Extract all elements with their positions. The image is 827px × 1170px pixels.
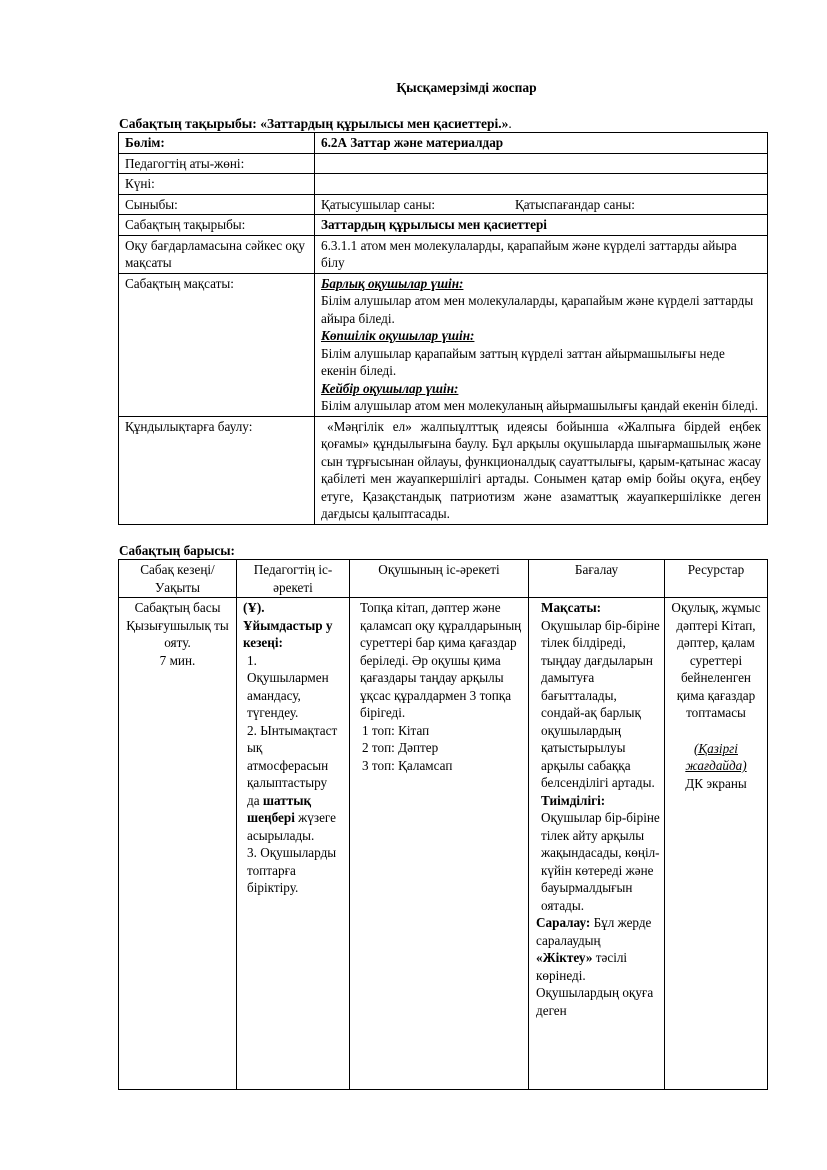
teacher-cell [237, 598, 350, 1090]
objective-label: Оқу бағдарламасына сәйкес оқу мақсаты [119, 235, 315, 273]
lesson-row-intro [119, 598, 768, 1090]
present-label: Қатысушылар саны: [321, 196, 435, 212]
stage-name: Сабақтың басы Қызығушылық ты ояту. [126, 600, 229, 650]
values-text: «Мәңгілік ел» жалпыұлттық идеясы бойынша «Жалпыға бірдей еңбек қоғамы» құндылығына баулу. Бұл арқылы оқушыларда шығармашылық және сын тұрғысынан ойлауы, функционалдық сауаттылығы, қарым-қатынас жасау қабілеті мен жауапкершілігі артады. Сонымен қатар өмір бойы оқуға, еңбеу етуге, Қазақстандық патриотизм және азаматтық жауапкершілікке деген дағдысы қалыптасады. [315, 416, 768, 524]
lesson-table [118, 559, 768, 1090]
student-group-3: 3 топ: Қаламсап [362, 757, 453, 773]
teacher-step-1: 1. Оқушылармен амандасу, түгендеу. [247, 652, 329, 720]
resources-screen: ДК экраны [685, 775, 747, 791]
goal-some-text: Білім алушылар атом мен молекуланың айырмашылығы қандай екенін біледі. [321, 398, 759, 413]
date-value [315, 174, 768, 195]
header-resources: Ресурстар [665, 560, 768, 598]
goal-all-heading: Барлық оқушылар үшін: [321, 275, 464, 291]
section-label: Бөлім: [119, 133, 315, 154]
topic-label: Сабақтың тақырыбы: [119, 215, 315, 236]
info-row-section [119, 133, 768, 154]
resources-main: Оқулық, жұмыс дәптері Кітап, дәптер, қалам суреттері бейнеленген қима қағаздар топтамасы [671, 600, 761, 720]
objective-value: 6.3.1.1 атом мен молекулаларды, қарапайым және күрделі заттарды айыра білу [315, 235, 768, 273]
subject-value: «Заттардың құрылысы мен қасиеттері.» [260, 116, 509, 131]
info-row-teacher [119, 153, 768, 174]
assessment-diff-text-1: Бұл жерде саралаудың [536, 915, 652, 948]
info-row-topic [119, 215, 768, 236]
values-label: Құндылықтарға баулу: [119, 416, 315, 524]
header-teacher: Педагогтің іс-әрекеті [237, 560, 350, 598]
assessment-cell [529, 598, 665, 1090]
stage-time: 7 мин. [159, 652, 196, 668]
attendance-cell [315, 194, 768, 215]
assessment-diff-heading: Саралау: [536, 915, 591, 930]
assessment-goal-heading: Мақсаты: [541, 600, 602, 615]
info-row-goal [119, 273, 768, 416]
info-row-date [119, 174, 768, 195]
teacher-step-3: 3. Оқушыларды топтарға біріктіру. [247, 845, 337, 895]
goal-cell [315, 273, 768, 416]
subject-label: Сабақтың тақырыбы: [119, 116, 257, 131]
student-text: Топқа кітап, дәптер және қаламсап оқу құралдарының суреттері бар қима қағаздар беріледі. Әр оқушы қима қағаздары таңдау арқылы ұқсас құралдармен 3 топқа бірігеді. [360, 600, 522, 720]
goal-some-heading: Кейбір оқушылар үшін: [321, 380, 459, 396]
goal-most-text: Білім алушылар қарапайым заттың күрделі заттан айырмашылығы неде екенін біледі. [321, 345, 725, 378]
teacher-step-2c: жүзеге асырылады. [247, 810, 337, 843]
student-group-1: 1 топ: Кітап [362, 722, 430, 738]
absent-label: Қатыспағандар саны: [515, 196, 635, 212]
student-group-2: 2 топ: Дәптер [362, 740, 439, 755]
stage-cell [119, 598, 237, 1090]
header-assessment: Бағалау [529, 560, 665, 598]
info-row-values [119, 416, 768, 524]
section-value: 6.2А Заттар және материалдар [315, 133, 768, 154]
assessment-eff-text: Оқушылар бір-біріне тілек айту арқылы жақындасады, көңіл-күйін көтереді және бауырмалдығын оятады. [541, 810, 660, 913]
info-row-class [119, 194, 768, 215]
topic-value: Заттардың құрылысы мен қасиеттері [315, 215, 768, 236]
header-student: Оқушының іс-әрекеті [350, 560, 529, 598]
header-stage: Сабақ кезеңі/Уақыты [119, 560, 237, 598]
assessment-goal-text: Оқушылар бір-біріне тілек білдіреді, тыңдау дағдыларын дамытуға бағытталады, сондай-ақ барлық оқушылардың қатыстырылуы арқылы сабаққа белсенділігі артады. [541, 617, 660, 790]
lesson-header-row [119, 560, 768, 598]
assessment-diff [536, 914, 660, 1019]
assessment-diff-text-2: тәсілі көрінеді. Оқушылардың оқуға деген [536, 950, 654, 1018]
student-cell [350, 598, 529, 1090]
subject-end: . [508, 116, 512, 131]
date-label: Күні: [119, 174, 315, 195]
goal-most-heading: Көпшілік оқушылар үшін: [321, 328, 475, 343]
class-label: Сыныбы: [119, 194, 315, 215]
teacher-step-2b: шаттық шеңбері [247, 792, 312, 825]
subject-line [119, 116, 512, 132]
page-title: Қысқамерзімді жоспар [396, 80, 537, 95]
teacher-value [315, 153, 768, 174]
info-row-objective [119, 235, 768, 273]
resources-note: (Қазіргі жағдайда) [685, 740, 747, 773]
teacher-step-2a: 2. Ынтымақтаст ық атмосферасын қалыптастыру да [247, 722, 338, 808]
goal-label: Сабақтың мақсаты: [119, 273, 315, 416]
teacher-step-2 [243, 722, 341, 845]
info-table [118, 132, 768, 525]
resources-cell [665, 598, 768, 1090]
teacher-label: Педагогтің аты-жөні: [119, 153, 315, 174]
assessment-diff-bold: «Жіктеу» [536, 950, 593, 965]
assessment-eff-heading: Тиімділігі: [541, 792, 606, 808]
progress-heading: Сабақтың барысы: [119, 543, 235, 558]
goal-all-text: Білім алушылар атом мен молекулаларды, қарапайым және күрделі заттарды айыра біледі. [321, 293, 754, 326]
teacher-head: (Ұ). Ұйымдастыр у кезеңі: [243, 600, 333, 650]
